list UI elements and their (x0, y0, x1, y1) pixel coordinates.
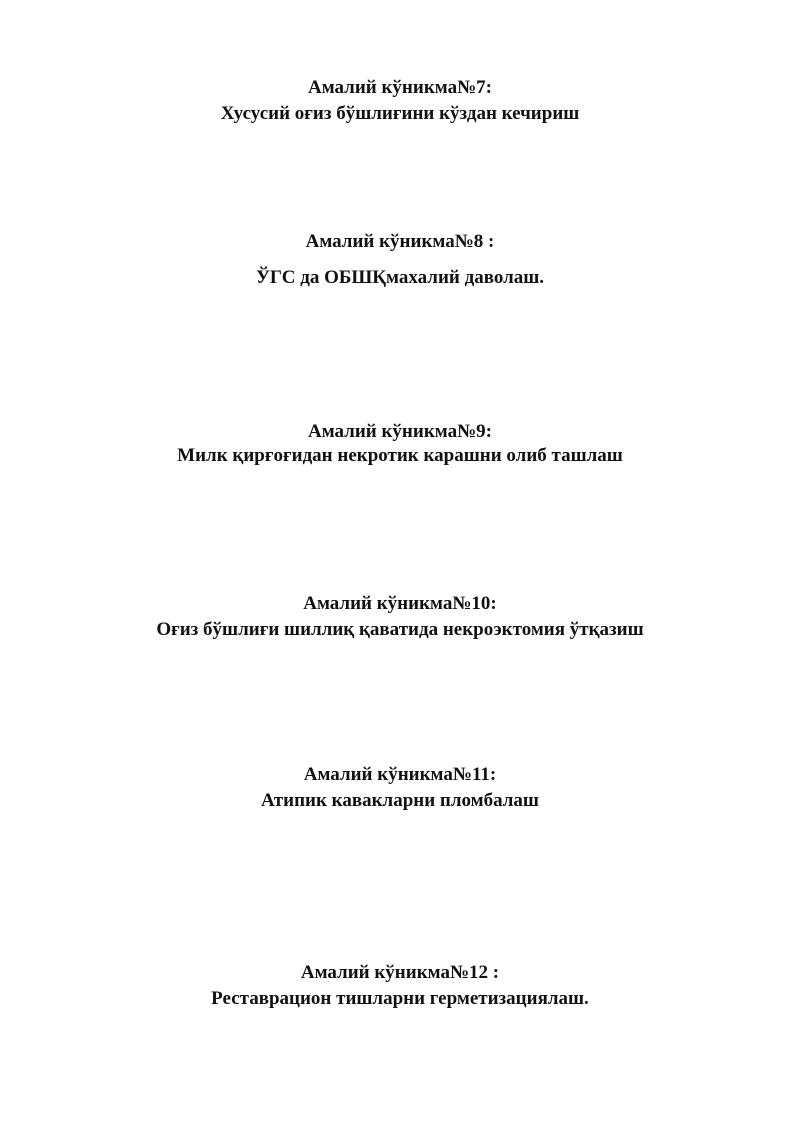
section-10-subtitle: Оғиз бўшлиғи шиллиқ қаватида некроэктомия ўтқазиш (156, 619, 644, 640)
section-10-title: Амалий кўникма№10: (303, 593, 497, 614)
section-11-subtitle: Атипик кавакларни пломбалаш (261, 790, 539, 811)
section-12-title: Амалий кўникма№12 : (300, 962, 500, 983)
section-11-title: Амалий кўникма№11: (303, 764, 497, 785)
section-7-subtitle: Хусусий оғиз бўшлиғини кўздан кечириш (220, 103, 580, 124)
section-9-subtitle: Милк қирғоғидан некротик карашни олиб ташлаш (177, 445, 623, 466)
section-8-title: Амалий кўникма№8 : (305, 231, 495, 252)
section-12-subtitle: Реставрацион тишларни герметизациялаш. (211, 988, 589, 1009)
section-9-title: Амалий кўникма№9: (307, 421, 493, 442)
section-8-subtitle: ЎГС да ОБШҚмахалий даволаш. (255, 267, 545, 288)
section-7-title: Амалий кўникма№7: (307, 77, 493, 98)
